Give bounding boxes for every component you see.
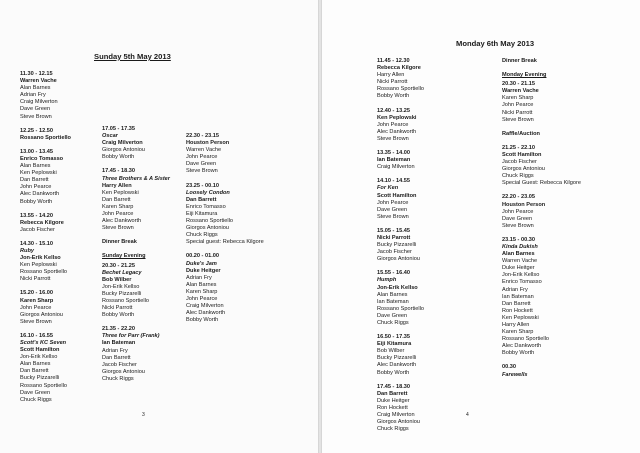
set-block: [102, 253, 182, 260]
program-note: Raffle/Auction: [502, 130, 540, 137]
set-title: Duke's Jam: [186, 260, 217, 267]
musician-name: John Pearce: [186, 154, 218, 161]
band-leader: Rebecca Kilgore: [377, 65, 421, 72]
set-time: 15.55 - 16.40: [377, 270, 410, 277]
musician-name: John Pearce: [502, 208, 534, 215]
set-time: 22.30 - 23.15: [186, 133, 219, 139]
musician-name: Bobby Worth: [377, 93, 410, 100]
set-block: [20, 128, 98, 142]
sunday-column-3: [186, 133, 296, 331]
musician-name: Bobby Worth: [186, 317, 219, 324]
musician-name: Steve Brown: [102, 225, 134, 232]
set-block: [502, 194, 622, 229]
musician-name: Giorgos Antoniou: [502, 166, 545, 173]
set-title: Humph: [377, 277, 397, 284]
musician-name: Jacob Fischer: [102, 361, 137, 368]
monday-heading: Monday 6th May 2013: [456, 39, 535, 48]
page-number-right: 4: [466, 412, 469, 418]
musician-name: Steve Brown: [377, 135, 409, 142]
musician-name: John Pearce: [377, 199, 409, 206]
musician-name: Chuck Riggs: [186, 232, 218, 239]
musician-name: Karen Sharp: [186, 288, 218, 295]
set-time: 16.10 - 16.55: [20, 332, 53, 339]
band-leader: Dan Barrett: [377, 390, 408, 397]
set-block: [502, 145, 622, 188]
musician-name: Alan Barnes: [20, 163, 51, 170]
set-title: Bechet Legacy: [102, 269, 142, 276]
set-title: Three Brothers & A Sister: [102, 175, 170, 182]
set-time: 15.20 - 16.00: [20, 290, 53, 297]
band-leader: Karen Sharp: [20, 297, 54, 304]
set-time: 23.15 - 00.30: [502, 236, 535, 243]
musician-name: Craig Milverton: [377, 164, 415, 171]
musician-name: Karen Sharp: [502, 95, 534, 102]
set-block: [102, 263, 182, 320]
set-block: [20, 213, 98, 234]
musician-name: Jacob Fischer: [502, 159, 537, 166]
set-time: 11.45 - 12.30: [377, 58, 410, 64]
set-title: Scott's KC Seven: [20, 340, 67, 346]
band-leader: Ian Bateman: [102, 340, 136, 347]
musician-name: Harry Allen: [377, 72, 405, 79]
set-block: [377, 228, 467, 263]
musician-name: Eiji Kitamura: [186, 210, 218, 217]
band-leader: Warren Vache: [20, 78, 57, 85]
set-time: 11.30 - 12.15: [20, 71, 53, 77]
program-note: Dinner Break: [502, 58, 537, 64]
sunday-heading: Sunday 5th May 2013: [94, 52, 171, 61]
musician-name: Alan Barnes: [20, 361, 51, 368]
musician-name: Ron Hockett: [377, 404, 408, 411]
musician-name: Bob Wilber: [377, 348, 405, 355]
musician-name: Bucky Pizzarelli: [377, 242, 417, 249]
set-title: Kinda Dukish: [502, 243, 538, 250]
set-title: For Ken: [377, 185, 399, 192]
set-block: [502, 58, 622, 65]
set-time: 17.45 - 18.30: [102, 168, 135, 175]
musician-name: Dan Barrett: [102, 354, 131, 361]
band-leader: Jon-Erik Kellso: [377, 284, 418, 291]
musician-name: Dave Green: [377, 206, 408, 213]
band-leader: Rossano Sportiello: [20, 134, 71, 141]
set-block: [20, 333, 98, 404]
musician-name: Jon-Erik Kellso: [502, 272, 540, 279]
musician-name: Ken Peplowski: [20, 262, 57, 269]
musician-name: Steve Brown: [20, 113, 52, 120]
musician-name: Adrian Fry: [20, 92, 46, 99]
musician-name: Dave Green: [20, 389, 51, 396]
musician-name: Giorgos Antoniou: [186, 225, 229, 232]
musician-name: Steve Brown: [377, 213, 409, 220]
set-time: 12.25 - 12.50: [20, 127, 53, 134]
musician-name: Nicki Parrott: [20, 276, 51, 283]
musician-name: Ken Peplowski: [20, 170, 57, 177]
set-block: [377, 58, 467, 101]
musician-name: Ken Peplowski: [502, 314, 539, 321]
set-title: Three for Parr (Frank): [102, 333, 160, 340]
set-time: 20.30 - 21.15: [502, 81, 535, 88]
musician-name: Craig Milverton: [186, 303, 224, 310]
set-time: 14.10 - 14.55: [377, 178, 410, 185]
set-block: [377, 270, 467, 327]
musician-name: Chuck Riggs: [20, 396, 52, 403]
set-block: [20, 241, 98, 284]
set-block: [502, 131, 622, 138]
musician-name: Dan Barrett: [502, 300, 531, 307]
musician-name: Bucky Pizzarelli: [20, 375, 60, 382]
band-leader: Duke Heitger: [186, 267, 221, 274]
musician-name: Ken Peplowski: [102, 189, 139, 196]
set-time: 00.20 - 01.00: [186, 253, 219, 260]
musician-name: Adrian Fry: [502, 286, 528, 293]
musician-name: Special Guest: Rebecca Kilgore: [502, 180, 581, 187]
sunday-column-2: [102, 126, 182, 390]
band-leader: Ken Peplowski: [377, 114, 417, 121]
musician-name: Bobby Worth: [102, 154, 135, 161]
band-leader: Scott Hamilton: [377, 192, 417, 199]
set-time: 23.25 - 00.10: [186, 182, 219, 189]
band-leader: Nicki Parrott: [377, 234, 411, 241]
musician-name: Karen Sharp: [502, 329, 534, 336]
session-heading: Sunday Evening: [102, 253, 146, 260]
musician-name: Alec Dankworth: [20, 191, 60, 198]
set-block: [502, 81, 622, 124]
musician-name: Ian Bateman: [502, 293, 534, 300]
set-title: Ruby: [20, 247, 34, 254]
musician-name: Duke Heitger: [502, 265, 535, 272]
musician-name: Enrico Tomasso: [186, 203, 226, 210]
set-title: Loosely Condon: [186, 189, 230, 196]
band-leader: Bob Wilber: [102, 276, 132, 283]
set-time: 15.05 - 15.45: [377, 227, 410, 234]
band-leader: Alan Barnes: [502, 251, 535, 258]
set-block: [502, 364, 622, 378]
musician-name: Adrian Fry: [186, 274, 212, 281]
musician-name: Alec Dankworth: [377, 128, 417, 135]
musician-name: Steve Brown: [186, 168, 218, 175]
set-time: 22.20 - 23.05: [502, 194, 535, 201]
band-leader: Houston Person: [502, 201, 546, 208]
set-block: [377, 108, 467, 143]
set-block: [377, 334, 467, 377]
band-leader: Houston Person: [186, 140, 230, 147]
sunday-column-1: [20, 71, 98, 411]
set-title: Farewells: [502, 371, 528, 378]
musician-name: Nicki Parrott: [502, 109, 533, 116]
set-time: 13.00 - 13.45: [20, 148, 53, 155]
musician-name: Jon-Erik Kellso: [20, 354, 58, 361]
musician-name: Bobby Worth: [502, 350, 535, 357]
set-block: [20, 71, 98, 121]
musician-name: Rossano Sportiello: [377, 305, 424, 312]
musician-name: Jacob Fischer: [20, 226, 55, 233]
musician-name: Alan Barnes: [377, 291, 408, 298]
set-block: [20, 290, 98, 325]
set-time: 21.25 - 22.10: [502, 144, 535, 151]
musician-name: Alan Barnes: [186, 281, 217, 288]
band-leader: Warren Vache: [502, 88, 539, 95]
musician-name: Warren Vache: [502, 258, 538, 265]
monday-column-2: [502, 58, 622, 386]
set-block: [102, 239, 182, 246]
set-block: [102, 326, 182, 383]
set-time: 12.40 - 13.25: [377, 107, 410, 114]
musician-name: Dave Green: [502, 215, 533, 222]
monday-column-1: [377, 58, 467, 440]
left-page: [0, 0, 318, 453]
musician-name: Duke Heitger: [377, 397, 410, 404]
set-block: [186, 133, 296, 176]
musician-name: Ian Bateman: [377, 298, 409, 305]
set-block: [377, 150, 467, 171]
musician-name: Chuck Riggs: [377, 320, 409, 326]
musician-name: Bucky Pizzarelli: [377, 355, 417, 362]
musician-name: Harry Allen: [502, 322, 530, 328]
musician-name: Jon-Erik Kellso: [102, 283, 140, 290]
musician-name: Rossano Sportiello: [20, 269, 67, 276]
musician-name: Steve Brown: [502, 222, 534, 229]
band-leader: Scott Hamilton: [502, 151, 542, 158]
musician-name: Warren Vache: [186, 147, 222, 154]
program-note: Dinner Break: [102, 239, 137, 246]
musician-name: Craig Milverton: [20, 99, 58, 106]
musician-name: Bucky Pizzarelli: [102, 290, 142, 297]
musician-name: Alan Barnes: [20, 85, 51, 92]
musician-name: Chuck Riggs: [102, 375, 134, 382]
musician-name: Alec Dankworth: [502, 343, 542, 350]
musician-name: Dave Green: [186, 161, 217, 168]
set-block: [20, 149, 98, 206]
set-time: 13.35 - 14.00: [377, 150, 410, 157]
musician-name: Giorgos Antoniou: [20, 311, 63, 318]
musician-name: Bobby Worth: [377, 369, 410, 376]
set-time: 13.55 - 14.20: [20, 212, 53, 219]
set-time: 21.35 - 22.20: [102, 326, 135, 333]
set-time: 20.30 - 21.25: [102, 262, 135, 269]
set-time: 17.05 - 17.35: [102, 126, 135, 132]
musician-name: Dave Green: [377, 312, 408, 319]
musician-name: Steve Brown: [502, 116, 534, 123]
musician-name: John Pearce: [502, 102, 534, 109]
band-leader: Scott Hamilton: [20, 347, 60, 354]
set-time: 16.50 - 17.35: [377, 334, 410, 341]
set-title: Oscar: [102, 133, 118, 140]
musician-name: Rossano Sportiello: [102, 297, 149, 304]
musician-name: Craig Milverton: [377, 412, 415, 419]
musician-name: Chuck Riggs: [377, 426, 409, 433]
musician-name: Bobby Worth: [20, 198, 53, 205]
set-block: [102, 168, 182, 232]
musician-name: Jacob Fischer: [377, 249, 412, 256]
band-leader: Jon-Erik Kellso: [20, 255, 61, 262]
musician-name: Bobby Worth: [102, 312, 135, 319]
band-leader: Craig Milverton: [102, 140, 143, 147]
musician-name: Rossano Sportiello: [186, 218, 233, 225]
musician-name: John Pearce: [20, 304, 52, 311]
musician-name: John Pearce: [377, 121, 409, 128]
set-time: 14.30 - 15.10: [20, 240, 53, 247]
set-block: [377, 178, 467, 221]
musician-name: Rossano Sportiello: [502, 336, 549, 343]
musician-name: Alec Dankworth: [377, 362, 417, 369]
musician-name: Alec Dankworth: [186, 310, 226, 317]
band-leader: Eiji Kitamura: [377, 341, 412, 348]
musician-name: Chuck Riggs: [502, 173, 534, 180]
musician-name: Dave Green: [20, 106, 51, 113]
set-block: [186, 253, 296, 324]
session-heading: Monday Evening: [502, 72, 547, 79]
musician-name: Nicki Parrott: [102, 305, 133, 312]
musician-name: Ron Hockett: [502, 307, 533, 314]
musician-name: Rossano Sportiello: [20, 382, 67, 389]
musician-name: Giorgos Antoniou: [102, 368, 145, 375]
set-time: 17.45 - 18.30: [377, 383, 410, 390]
musician-name: Steve Brown: [20, 318, 52, 325]
page-number-left: 3: [142, 412, 145, 418]
musician-name: Giorgos Antoniou: [377, 419, 420, 426]
musician-name: Dan Barrett: [20, 368, 49, 375]
musician-name: Giorgos Antoniou: [377, 256, 420, 263]
set-block: [186, 183, 296, 247]
musician-name: Special guest: Rebecca Kilgore: [186, 239, 264, 246]
musician-name: Enrico Tomasso: [502, 279, 542, 286]
right-page: [322, 0, 640, 453]
musician-name: Adrian Fry: [102, 347, 128, 354]
musician-name: Karen Sharp: [102, 203, 134, 210]
set-block: [502, 237, 622, 358]
set-block: [502, 72, 622, 79]
band-leader: Rebecca Kilgore: [20, 219, 64, 226]
band-leader: Dan Barrett: [186, 196, 217, 203]
band-leader: Harry Allen: [102, 182, 132, 189]
musician-name: Dan Barrett: [102, 196, 131, 203]
musician-name: Alec Dankworth: [102, 218, 142, 225]
set-block: [102, 126, 182, 161]
musician-name: John Pearce: [20, 184, 52, 191]
set-block: [377, 384, 467, 434]
musician-name: Giorgos Antoniou: [102, 147, 145, 154]
musician-name: Rossano Sportiello: [377, 86, 424, 93]
musician-name: John Pearce: [102, 211, 134, 218]
musician-name: Dan Barrett: [20, 177, 49, 184]
band-leader: Enrico Tomasso: [20, 155, 64, 162]
musician-name: John Pearce: [186, 295, 218, 302]
set-time: 00.30: [502, 364, 516, 371]
band-leader: Ian Bateman: [377, 157, 411, 164]
musician-name: Nicki Parrott: [377, 79, 408, 86]
